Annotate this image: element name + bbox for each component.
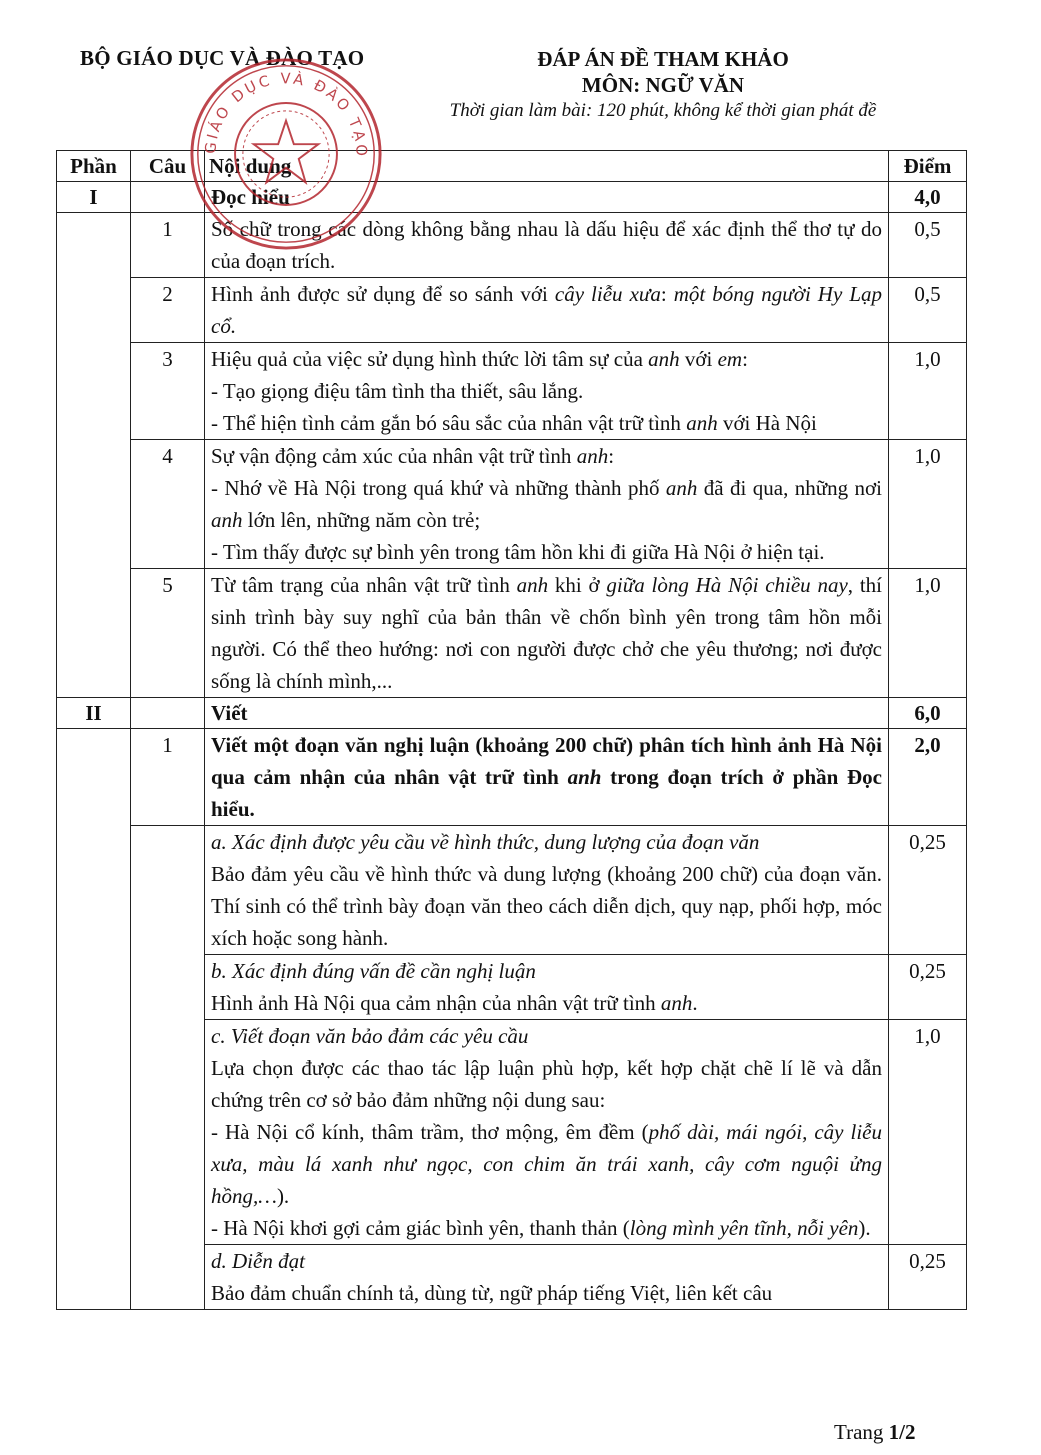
score-cell: 1,0 [889,1020,967,1245]
answer-text: ). [858,1216,871,1240]
criterion-body: Bảo đảm yêu cầu về hình thức và dung lượng (khoảng 200 chữ) của đoạn văn. Thí sinh có thể trình bày đoạn văn theo cách diễn dịch, quy nạp, phối hợp, móc xích hoặc song hành. [211,862,882,950]
seal-text: GIÁO DỤC VÀ ĐÀO TẠO [202,70,370,160]
col-header-score: Điểm [889,151,967,182]
answer-content [205,1020,889,1245]
answer-text: Từ tâm trạng của nhân vật trữ tình [211,573,517,597]
answer-table [56,150,967,1310]
answer-text: Sự vận động cảm xúc của nhân vật trữ tình [211,444,577,468]
answer-line [211,407,882,439]
answer-text-italic: giữa lòng Hà Nội chiều nay [606,573,848,597]
page-footer [834,1420,916,1445]
answer-text: Viết một đoạn văn nghị luận (khoảng 200 chữ) phân tích hình ảnh Hà Nội qua cảm nhận của nhân vật trữ tình [211,733,882,789]
answer-text: Số chữ trong các dòng không bằng nhau là dấu hiệu để xác định thể thơ tự do của đoạn trích. [211,217,882,273]
answer-content [205,1245,889,1310]
score-cell: 0,5 [889,278,967,343]
answer-line [211,472,882,536]
answer-text: trong đoạn trích ở phần Đọc hiểu. [211,765,883,821]
table-row [57,278,967,343]
answer-text: . [692,991,698,1015]
question-merge-cell [131,826,205,1310]
answer-text: - Nhớ về Hà Nội trong quá khứ và những thành phố [211,476,666,500]
score-cell: 0,25 [889,826,967,955]
empty-cell [131,182,205,213]
ministry-name: BỘ GIÁO DỤC VÀ ĐÀO TẠO [80,46,365,70]
answer-content [205,343,889,440]
criterion-title: a. Xác định được yêu cầu về hình thức, dung lượng của đoạn văn [211,830,760,854]
criterion-body: Bảo đảm chuẩn chính tả, dùng từ, ngữ pháp tiếng Việt, liên kết câu [211,1281,773,1305]
question-number: 2 [131,278,205,343]
answer-text-italic: anh [665,476,698,500]
section-part: II [57,698,131,729]
table-header-row [57,151,967,182]
table-row [57,729,967,826]
answer-text-italic: cây liễu xưa [554,282,661,306]
answer-text: - Hà Nội khơi gợi cảm giác bình yên, thanh thản ( [211,1216,630,1240]
question-number: 4 [131,440,205,569]
answer-text: : [660,282,674,306]
answer-text: khi ở [548,573,607,597]
score-cell: 2,0 [889,729,967,826]
answer-content [205,955,889,1020]
score-cell: 0,25 [889,1245,967,1310]
answer-text-italic: lòng mình yên tĩnh, nỗi yên [629,1216,859,1240]
criterion-title: b. Xác định đúng vấn đề cần nghị luận [211,959,536,983]
answer-text-italic: một bóng người Hy Lạp cổ. [211,282,882,338]
section-row [57,698,967,729]
answer-text-italic: anh [660,991,693,1015]
section-score: 4,0 [889,182,967,213]
empty-cell [131,698,205,729]
answer-text-italic: anh [211,508,243,532]
table-row [57,343,967,440]
answer-content [205,569,889,698]
section-row [57,182,967,213]
answer-content [205,729,889,826]
answer-text: - Hà Nội cổ kính, thâm trầm, thơ mộng, êm đềm ( [211,1120,649,1144]
criterion-title: c. Viết đoạn văn bảo đảm các yêu cầu [211,1024,529,1048]
section-part: I [57,182,131,213]
answer-text: - Thể hiện tình cảm gắn bó sâu sắc của nhân vật trữ tình [211,411,687,435]
question-number: 3 [131,343,205,440]
page-label: Trang [834,1420,889,1444]
answer-text: với Hà Nội [717,411,817,435]
score-cell: 0,25 [889,955,967,1020]
answer-text-italic: anh [516,573,549,597]
criterion-body [211,987,882,1019]
svg-text:GIÁO DỤC VÀ ĐÀO TẠO [202,70,370,159]
table-row [57,826,967,955]
answer-text: : [742,347,748,371]
col-header-part: Phần [57,151,131,182]
page-number: 1/2 [888,1420,916,1444]
score-cell: 1,0 [889,440,967,569]
answer-line: - Tạo giọng điệu tâm tình tha thiết, sâu lắng. [211,379,584,403]
answer-text: : [608,444,615,468]
time-note: Thời gian làm bài: 120 phút, không kể thời gian phát đề [449,100,877,121]
criterion-title: d. Diễn đạt [211,1249,305,1273]
answer-content [205,826,889,955]
question-number: 1 [131,213,205,278]
answer-content [205,213,889,278]
answer-text: lớn lên, những năm còn trẻ; [242,508,481,532]
answer-line [211,343,882,375]
answer-text-italic: anh [686,411,718,435]
answer-text: Hiệu quả của việc sử dụng hình thức lời tâm sự của [211,347,649,371]
part-merge-cell [57,213,131,698]
table-row [57,440,967,569]
answer-text-italic: anh [567,765,602,789]
criterion-body: Lựa chọn được các thao tác lập luận phù hợp, kết hợp chặt chẽ lí lẽ và dẫn chứng trên cơ sở bảo đảm những nội dung sau: [211,1056,882,1112]
score-cell: 1,0 [889,569,967,698]
table-row [57,213,967,278]
answer-text: Hình ảnh được sử dụng để so sánh với [211,282,555,306]
section-title: Viết [205,698,889,729]
answer-text-italic: em [717,347,743,371]
col-header-question: Câu [131,151,205,182]
document-header [420,46,906,124]
criterion-body [211,1116,882,1212]
table-row [57,569,967,698]
question-number: 1 [131,729,205,826]
answer-text: , thí sinh trình bày suy nghĩ của bản thân về chốn bình yên trong tâm hồn mỗi người. Có thể theo hướng: nơi con người được chở che yêu thương; nơi được sống là chính mình,... [211,573,882,693]
answer-content [205,440,889,569]
answer-text-italic: anh [648,347,680,371]
answer-content [205,278,889,343]
answer-text-italic: anh [576,444,609,468]
section-title: Đọc hiểu [205,182,889,213]
score-cell: 0,5 [889,213,967,278]
answer-text: ). [276,1184,290,1208]
subject-line: MÔN: NGỮ VĂN [581,73,745,97]
document-title: ĐÁP ÁN ĐỀ THAM KHẢO [537,47,789,71]
answer-text: với [679,347,718,371]
answer-text: đã đi qua, những nơi [697,476,882,500]
answer-line [211,440,882,472]
score-cell: 1,0 [889,343,967,440]
col-header-content: Nội dung [205,151,889,182]
answer-line: - Tìm thấy được sự bình yên trong tâm hồn khi đi giữa Hà Nội ở hiện tại. [211,540,825,564]
part-merge-cell [57,729,131,1310]
question-number: 5 [131,569,205,698]
answer-text: Hình ảnh Hà Nội qua cảm nhận của nhân vật trữ tình [211,991,661,1015]
section-score: 6,0 [889,698,967,729]
criterion-body [211,1212,882,1244]
answer-text-italic: phố dài, mái ngói, cây liễu xưa, màu lá xanh như ngọc, con chim ăn trái xanh, cây cơm nguội ửng hồng,… [211,1120,882,1208]
